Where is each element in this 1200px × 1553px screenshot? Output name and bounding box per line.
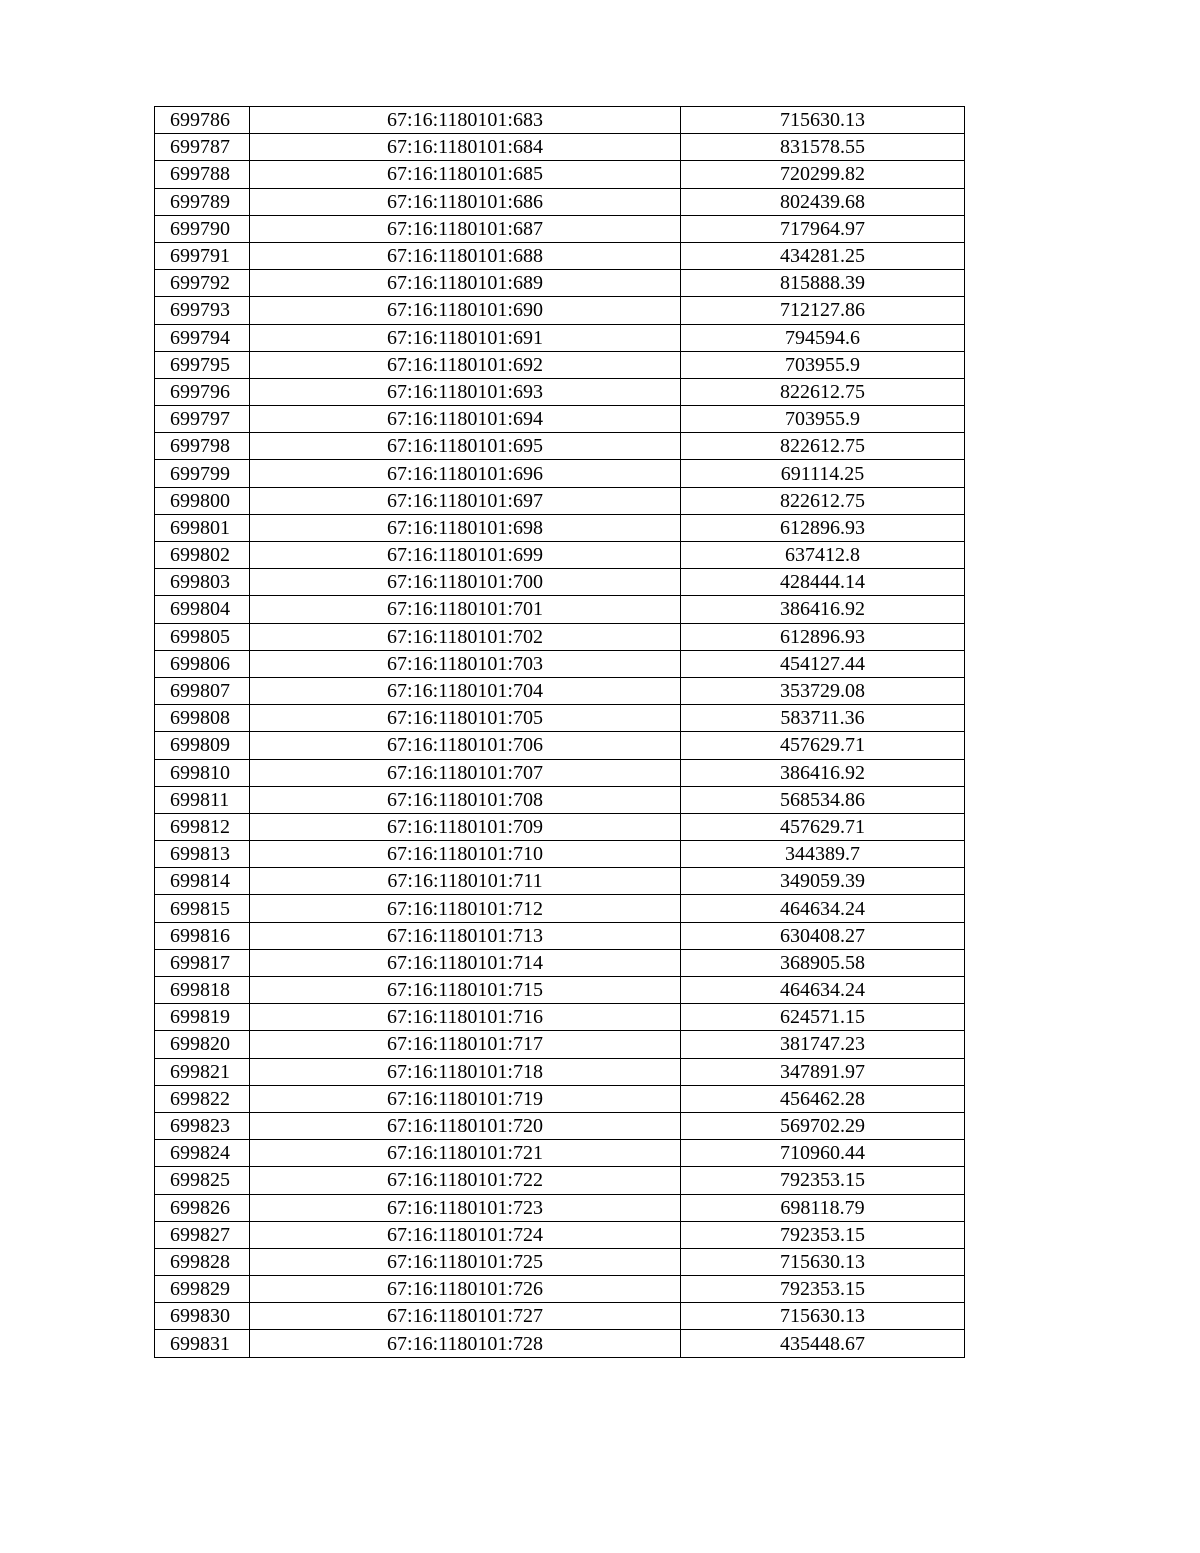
cadastral-value-cell: 792353.15 <box>681 1276 965 1303</box>
cadastral-value-cell: 583711.36 <box>681 705 965 732</box>
row-number-cell: 699819 <box>155 1004 250 1031</box>
cadastral-number-cell: 67:16:1180101:686 <box>250 188 681 215</box>
row-number-cell: 699811 <box>155 786 250 813</box>
cadastral-number-cell: 67:16:1180101:705 <box>250 705 681 732</box>
cadastral-number-cell: 67:16:1180101:685 <box>250 161 681 188</box>
cadastral-value-cell: 630408.27 <box>681 922 965 949</box>
cadastral-number-cell: 67:16:1180101:717 <box>250 1031 681 1058</box>
row-number-cell: 699815 <box>155 895 250 922</box>
table-row <box>155 732 965 759</box>
cadastral-number-cell: 67:16:1180101:712 <box>250 895 681 922</box>
table-row <box>155 460 965 487</box>
cadastral-value-cell: 831578.55 <box>681 134 965 161</box>
cadastral-value-cell: 464634.24 <box>681 977 965 1004</box>
table-row <box>155 841 965 868</box>
row-number-cell: 699799 <box>155 460 250 487</box>
row-number-cell: 699805 <box>155 623 250 650</box>
cadastral-value-cell: 703955.9 <box>681 406 965 433</box>
table-row <box>155 1221 965 1248</box>
cadastral-value-cell: 637412.8 <box>681 542 965 569</box>
table-row <box>155 895 965 922</box>
row-number-cell: 699792 <box>155 270 250 297</box>
cadastral-value-cell: 792353.15 <box>681 1167 965 1194</box>
table-row <box>155 1248 965 1275</box>
row-number-cell: 699796 <box>155 378 250 405</box>
cadastral-value-cell: 712127.86 <box>681 297 965 324</box>
cadastral-number-cell: 67:16:1180101:696 <box>250 460 681 487</box>
cadastral-value-cell: 715630.13 <box>681 1248 965 1275</box>
table-body <box>155 107 965 1358</box>
row-number-cell: 699790 <box>155 215 250 242</box>
cadastral-value-cell: 347891.97 <box>681 1058 965 1085</box>
cadastral-number-cell: 67:16:1180101:723 <box>250 1194 681 1221</box>
table-row <box>155 786 965 813</box>
table-row <box>155 297 965 324</box>
row-number-cell: 699825 <box>155 1167 250 1194</box>
cadastral-number-cell: 67:16:1180101:692 <box>250 351 681 378</box>
cadastral-value-cell: 464634.24 <box>681 895 965 922</box>
row-number-cell: 699803 <box>155 569 250 596</box>
cadastral-number-cell: 67:16:1180101:725 <box>250 1248 681 1275</box>
row-number-cell: 699787 <box>155 134 250 161</box>
table-row <box>155 487 965 514</box>
table-row <box>155 596 965 623</box>
cadastral-number-cell: 67:16:1180101:727 <box>250 1303 681 1330</box>
cadastral-number-cell: 67:16:1180101:721 <box>250 1140 681 1167</box>
cadastral-number-cell: 67:16:1180101:722 <box>250 1167 681 1194</box>
cadastral-value-cell: 612896.93 <box>681 514 965 541</box>
table-row <box>155 270 965 297</box>
table-row <box>155 378 965 405</box>
cadastral-number-cell: 67:16:1180101:715 <box>250 977 681 1004</box>
cadastral-value-cell: 822612.75 <box>681 378 965 405</box>
table-row <box>155 1167 965 1194</box>
table-row <box>155 1140 965 1167</box>
cadastral-number-cell: 67:16:1180101:720 <box>250 1112 681 1139</box>
cadastral-number-cell: 67:16:1180101:689 <box>250 270 681 297</box>
cadastral-value-cell: 386416.92 <box>681 759 965 786</box>
cadastral-number-cell: 67:16:1180101:706 <box>250 732 681 759</box>
cadastral-number-cell: 67:16:1180101:716 <box>250 1004 681 1031</box>
row-number-cell: 699822 <box>155 1085 250 1112</box>
row-number-cell: 699788 <box>155 161 250 188</box>
table-row <box>155 759 965 786</box>
row-number-cell: 699789 <box>155 188 250 215</box>
table-row <box>155 813 965 840</box>
table-row <box>155 242 965 269</box>
table-row <box>155 433 965 460</box>
cadastral-number-cell: 67:16:1180101:702 <box>250 623 681 650</box>
cadastral-value-cell: 386416.92 <box>681 596 965 623</box>
cadastral-value-cell: 368905.58 <box>681 949 965 976</box>
cadastral-value-cell: 691114.25 <box>681 460 965 487</box>
cadastral-value-cell: 612896.93 <box>681 623 965 650</box>
row-number-cell: 699806 <box>155 650 250 677</box>
table-row <box>155 977 965 1004</box>
cadastral-number-cell: 67:16:1180101:703 <box>250 650 681 677</box>
table-row <box>155 406 965 433</box>
cadastral-value-cell: 568534.86 <box>681 786 965 813</box>
cadastral-value-cell: 698118.79 <box>681 1194 965 1221</box>
cadastral-value-cell: 435448.67 <box>681 1330 965 1357</box>
row-number-cell: 699786 <box>155 107 250 134</box>
row-number-cell: 699800 <box>155 487 250 514</box>
cadastral-number-cell: 67:16:1180101:687 <box>250 215 681 242</box>
table-row <box>155 1112 965 1139</box>
row-number-cell: 699828 <box>155 1248 250 1275</box>
cadastral-value-cell: 822612.75 <box>681 487 965 514</box>
cadastral-number-cell: 67:16:1180101:711 <box>250 868 681 895</box>
cadastral-number-cell: 67:16:1180101:728 <box>250 1330 681 1357</box>
cadastral-value-cell: 381747.23 <box>681 1031 965 1058</box>
cadastral-value-cell: 794594.6 <box>681 324 965 351</box>
cadastral-number-cell: 67:16:1180101:726 <box>250 1276 681 1303</box>
table-row <box>155 650 965 677</box>
cadastral-number-cell: 67:16:1180101:683 <box>250 107 681 134</box>
row-number-cell: 699820 <box>155 1031 250 1058</box>
cadastral-value-cell: 344389.7 <box>681 841 965 868</box>
cadastral-number-cell: 67:16:1180101:698 <box>250 514 681 541</box>
cadastral-value-cell: 815888.39 <box>681 270 965 297</box>
row-number-cell: 699814 <box>155 868 250 895</box>
cadastral-number-cell: 67:16:1180101:684 <box>250 134 681 161</box>
row-number-cell: 699829 <box>155 1276 250 1303</box>
row-number-cell: 699797 <box>155 406 250 433</box>
cadastral-number-cell: 67:16:1180101:713 <box>250 922 681 949</box>
cadastral-value-cell: 349059.39 <box>681 868 965 895</box>
table-row <box>155 542 965 569</box>
row-number-cell: 699791 <box>155 242 250 269</box>
cadastral-number-cell: 67:16:1180101:700 <box>250 569 681 596</box>
table-row <box>155 949 965 976</box>
row-number-cell: 699808 <box>155 705 250 732</box>
table-row <box>155 1330 965 1357</box>
cadastral-number-cell: 67:16:1180101:714 <box>250 949 681 976</box>
cadastral-number-cell: 67:16:1180101:694 <box>250 406 681 433</box>
row-number-cell: 699807 <box>155 677 250 704</box>
table-row <box>155 623 965 650</box>
table-row <box>155 1085 965 1112</box>
table-row <box>155 351 965 378</box>
cadastral-number-cell: 67:16:1180101:701 <box>250 596 681 623</box>
cadastral-number-cell: 67:16:1180101:718 <box>250 1058 681 1085</box>
cadastral-number-cell: 67:16:1180101:695 <box>250 433 681 460</box>
row-number-cell: 699818 <box>155 977 250 1004</box>
cadastral-number-cell: 67:16:1180101:697 <box>250 487 681 514</box>
row-number-cell: 699812 <box>155 813 250 840</box>
cadastral-number-cell: 67:16:1180101:719 <box>250 1085 681 1112</box>
cadastral-number-cell: 67:16:1180101:691 <box>250 324 681 351</box>
table-row <box>155 514 965 541</box>
row-number-cell: 699810 <box>155 759 250 786</box>
row-number-cell: 699809 <box>155 732 250 759</box>
cadastral-number-cell: 67:16:1180101:707 <box>250 759 681 786</box>
table-row <box>155 922 965 949</box>
cadastral-value-cell: 428444.14 <box>681 569 965 596</box>
cadastral-value-cell: 457629.71 <box>681 813 965 840</box>
table-row <box>155 569 965 596</box>
cadastral-value-cell: 353729.08 <box>681 677 965 704</box>
row-number-cell: 699801 <box>155 514 250 541</box>
cadastral-value-cell: 434281.25 <box>681 242 965 269</box>
table-row <box>155 677 965 704</box>
cadastral-number-cell: 67:16:1180101:708 <box>250 786 681 813</box>
cadastral-number-cell: 67:16:1180101:709 <box>250 813 681 840</box>
table-row <box>155 134 965 161</box>
cadastral-value-cell: 717964.97 <box>681 215 965 242</box>
row-number-cell: 699813 <box>155 841 250 868</box>
table-row <box>155 107 965 134</box>
cadastral-number-cell: 67:16:1180101:724 <box>250 1221 681 1248</box>
cadastral-number-cell: 67:16:1180101:699 <box>250 542 681 569</box>
table-row <box>155 1303 965 1330</box>
cadastral-value-cell: 703955.9 <box>681 351 965 378</box>
table-row <box>155 188 965 215</box>
row-number-cell: 699826 <box>155 1194 250 1221</box>
cadastral-value-cell: 624571.15 <box>681 1004 965 1031</box>
cadastral-number-cell: 67:16:1180101:688 <box>250 242 681 269</box>
table-row <box>155 868 965 895</box>
row-number-cell: 699817 <box>155 949 250 976</box>
cadastral-value-cell: 456462.28 <box>681 1085 965 1112</box>
cadastral-value-cell: 792353.15 <box>681 1221 965 1248</box>
table-row <box>155 1058 965 1085</box>
cadastral-number-cell: 67:16:1180101:704 <box>250 677 681 704</box>
cadastral-value-cell: 457629.71 <box>681 732 965 759</box>
table-row <box>155 1194 965 1221</box>
cadastral-value-cell: 822612.75 <box>681 433 965 460</box>
row-number-cell: 699830 <box>155 1303 250 1330</box>
row-number-cell: 699798 <box>155 433 250 460</box>
table-row <box>155 1004 965 1031</box>
row-number-cell: 699824 <box>155 1140 250 1167</box>
row-number-cell: 699831 <box>155 1330 250 1357</box>
cadastral-value-cell: 720299.82 <box>681 161 965 188</box>
cadastral-value-cell: 715630.13 <box>681 107 965 134</box>
cadastral-number-cell: 67:16:1180101:693 <box>250 378 681 405</box>
cadastral-value-cell: 802439.68 <box>681 188 965 215</box>
cadastral-number-cell: 67:16:1180101:710 <box>250 841 681 868</box>
row-number-cell: 699802 <box>155 542 250 569</box>
cadastral-value-cell: 715630.13 <box>681 1303 965 1330</box>
cadastral-value-cell: 710960.44 <box>681 1140 965 1167</box>
table-row <box>155 324 965 351</box>
table-row <box>155 161 965 188</box>
row-number-cell: 699804 <box>155 596 250 623</box>
row-number-cell: 699821 <box>155 1058 250 1085</box>
cadastral-number-cell: 67:16:1180101:690 <box>250 297 681 324</box>
table-row <box>155 1276 965 1303</box>
table-row <box>155 705 965 732</box>
row-number-cell: 699794 <box>155 324 250 351</box>
table-row <box>155 1031 965 1058</box>
table-row <box>155 215 965 242</box>
row-number-cell: 699827 <box>155 1221 250 1248</box>
cadastral-value-cell: 569702.29 <box>681 1112 965 1139</box>
row-number-cell: 699793 <box>155 297 250 324</box>
cadastral-value-cell: 454127.44 <box>681 650 965 677</box>
cadastral-value-table <box>154 106 965 1358</box>
row-number-cell: 699816 <box>155 922 250 949</box>
row-number-cell: 699795 <box>155 351 250 378</box>
row-number-cell: 699823 <box>155 1112 250 1139</box>
